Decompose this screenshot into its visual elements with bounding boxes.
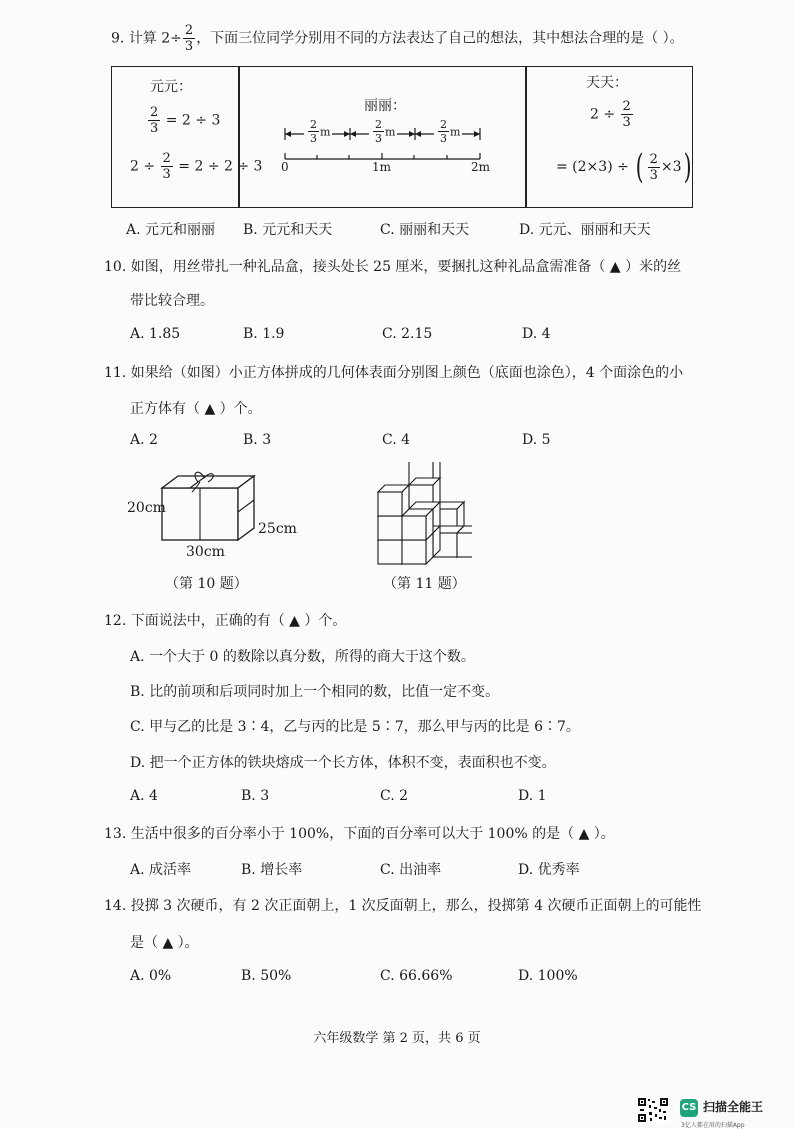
- q9-prefix: 计算 2÷: [128, 30, 182, 47]
- tiantian-line-2: = (2×3) ÷ ( $\frac{2}{3}$ ×3): [556, 147, 693, 187]
- q10-option-b: B. 1.9: [243, 326, 285, 342]
- q9-option-a: A. 元元和丽丽: [126, 222, 216, 238]
- q13-stem: 13. 生活中很多的百分率小于 100%，下面的百分率可以大于 100% 的是（ ▲ ）。: [104, 826, 615, 842]
- q12-stem: 12. 下面说法中，正确的有（ ▲ ）个。: [104, 613, 347, 629]
- q12-option-a: A. 4: [130, 788, 158, 804]
- q12-statement-d: D. 把一个正方体的铁块熔成一个长方体，体积不变，表面积也不变。: [130, 755, 556, 771]
- q14-option-b: B. 50%: [241, 968, 292, 984]
- q13-option-b: B. 增长率: [241, 862, 303, 878]
- unit-cube: [402, 509, 433, 540]
- scanner-logo-icon: CS: [680, 1099, 698, 1117]
- unit-cube: [457, 526, 472, 557]
- q9-option-d: D. 元元、丽丽和天天: [519, 222, 651, 238]
- q12-statement-a: A. 一个大于 0 的数除以真分数，所得的商大于这个数。: [130, 649, 475, 665]
- q12-option-d: D. 1: [518, 788, 547, 804]
- scanner-app-tagline: 3亿人都在用的扫描App: [681, 1122, 745, 1129]
- q13-option-c: C. 出油率: [380, 862, 442, 878]
- q9-fraction: $\frac{2}{3}$: [184, 23, 194, 54]
- q13-option-a: A. 成活率: [130, 862, 192, 878]
- box-height-label: 20cm: [127, 500, 166, 516]
- q11-stem-line-1: 11. 如果给（如图）小正方体拼成的几何体表面分别图上颜色（底面也涂色），4 个面涂色的小: [104, 365, 684, 381]
- q11-option-a: A. 2: [130, 432, 158, 448]
- stacked-cubes-figure: [376, 462, 472, 566]
- q9-table-divider-2: [525, 66, 527, 208]
- q14-stem-line-1: 14. 投掷 3 次硬币，有 2 次正面朝上，1 次反面朝上，那么，投掷第 4 次硬币正面朝上的可能性: [104, 898, 702, 914]
- lili-tick-1m: 1m: [372, 160, 392, 174]
- q9-option-b: B. 元元和天天: [243, 222, 333, 238]
- q14-stem-line-2: 是（ ▲ ）。: [130, 935, 199, 951]
- unit-cube: [378, 485, 409, 516]
- q11-option-c: C. 4: [382, 432, 411, 448]
- lili-tick-0: 0: [281, 160, 289, 174]
- tiantian-line-1: 2 ÷ $\frac{2}{3}$: [590, 99, 631, 130]
- gift-box-figure: [160, 470, 260, 546]
- q14-option-a: A. 0%: [130, 968, 172, 984]
- lili-segment-label-2: $\frac{2}{3}$ m: [375, 118, 396, 145]
- scanner-app-name: 扫描全能王: [703, 1100, 764, 1114]
- q9-option-c: C. 丽丽和天天: [380, 222, 470, 238]
- q9-suffix: ，下面三位同学分别用不同的方法表达了自己的想法，其中想法合理的是（ ）。: [196, 30, 684, 47]
- q12-statement-c: C. 甲与乙的比是 3∶4，乙与丙的比是 5∶7，那么甲与丙的比是 6∶7。: [130, 719, 580, 735]
- yuan-line-1: $\frac{2}{3}$ = 2 ÷ 3: [150, 105, 221, 136]
- q12-option-c: C. 2: [380, 788, 409, 804]
- q10-stem-line-1: 10. 如图，用丝带扎一种礼品盒，接头处长 25 厘米，要捆扎这种礼品盒需准备（ ▲ ）米的丝: [104, 259, 682, 275]
- q9-stem: [111, 24, 684, 53]
- q10-stem-line-2: 带比较合理。: [130, 293, 214, 309]
- box-width-label: 25cm: [258, 521, 297, 537]
- q11-option-d: D. 5: [522, 432, 551, 448]
- q12-option-b: B. 3: [241, 788, 270, 804]
- lili-tick-2m: 2m: [471, 160, 491, 174]
- lili-segment-label-3: $\frac{2}{3}$ m: [440, 118, 461, 145]
- q9-number: 9.: [111, 30, 125, 47]
- q11-stem-line-2: 正方体有（ ▲ ）个。: [130, 401, 262, 417]
- q14-option-c: C. 66.66%: [380, 968, 453, 984]
- q10-figure-caption: （第 10 题）: [165, 576, 248, 592]
- q10-option-a: A. 1.85: [130, 326, 181, 342]
- yuan-line-2: 2 ÷ $\frac{2}{3}$ = 2 ÷ 2 ÷ 3: [130, 151, 263, 182]
- q11-figure-caption: （第 11 题）: [383, 576, 466, 592]
- q13-option-d: D. 优秀率: [518, 862, 580, 878]
- q14-option-d: D. 100%: [518, 968, 578, 984]
- q9-table-divider-1: [238, 66, 240, 208]
- lili-segment-label-1: $\frac{2}{3}$ m: [310, 118, 331, 145]
- box-length-label: 30cm: [186, 544, 225, 560]
- page-footer: 六年级数学 第 2 页，共 6 页: [313, 1031, 481, 1046]
- qr-code-icon: [637, 1097, 669, 1123]
- q12-statement-b: B. 比的前项和后项同时加上一个相同的数，比值一定不变。: [130, 684, 500, 700]
- yuan-name: 元元：: [150, 79, 192, 95]
- q10-option-c: C. 2.15: [382, 326, 433, 342]
- q11-option-b: B. 3: [243, 432, 272, 448]
- lili-name: 丽丽：: [364, 98, 406, 114]
- tiantian-name: 天天：: [586, 75, 628, 91]
- q10-option-d: D. 4: [522, 326, 551, 342]
